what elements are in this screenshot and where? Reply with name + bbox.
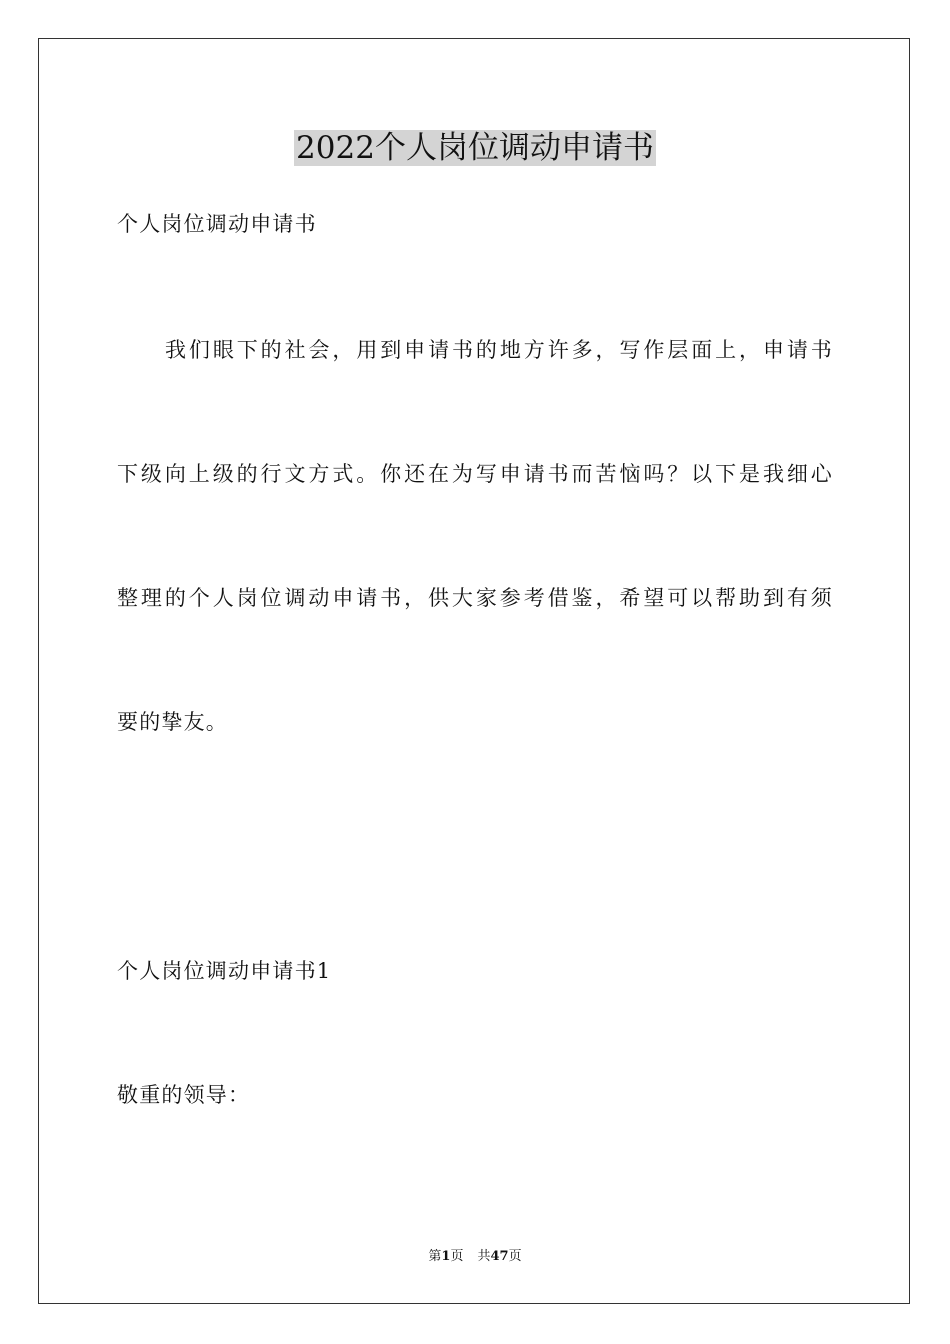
intro-line-3: 整理的个人岗位调动申请书，供大家参考借鉴，希望可以帮助到有须 [117,586,833,610]
document-title [0,124,950,172]
footer-total-prefix: 共 [477,1249,491,1264]
intro-line-4: 要的挚友。 [117,710,228,734]
footer-page-suffix: 页 [450,1249,464,1264]
footer-page-prefix: 第 [428,1249,442,1264]
salutation: 敬重的领导： [117,1083,251,1107]
section-heading: 个人岗位调动申请书1 [117,959,332,983]
footer-page-number: 1 [441,1249,451,1264]
intro-line-1: 我们眼下的社会，用到申请书的地方许多，写作层面上，申请书 [165,338,833,362]
footer-total-pages: 47 [490,1249,509,1264]
page-footer [0,1247,950,1267]
footer-total-suffix: 页 [508,1249,522,1264]
intro-line-2: 下级向上级的行文方式。你还在为写申请书而苦恼吗？以下是我细心 [117,462,833,486]
document-title-text: 2022个人岗位调动申请书 [296,130,654,166]
document-subtitle: 个人岗位调动申请书 [117,212,317,236]
